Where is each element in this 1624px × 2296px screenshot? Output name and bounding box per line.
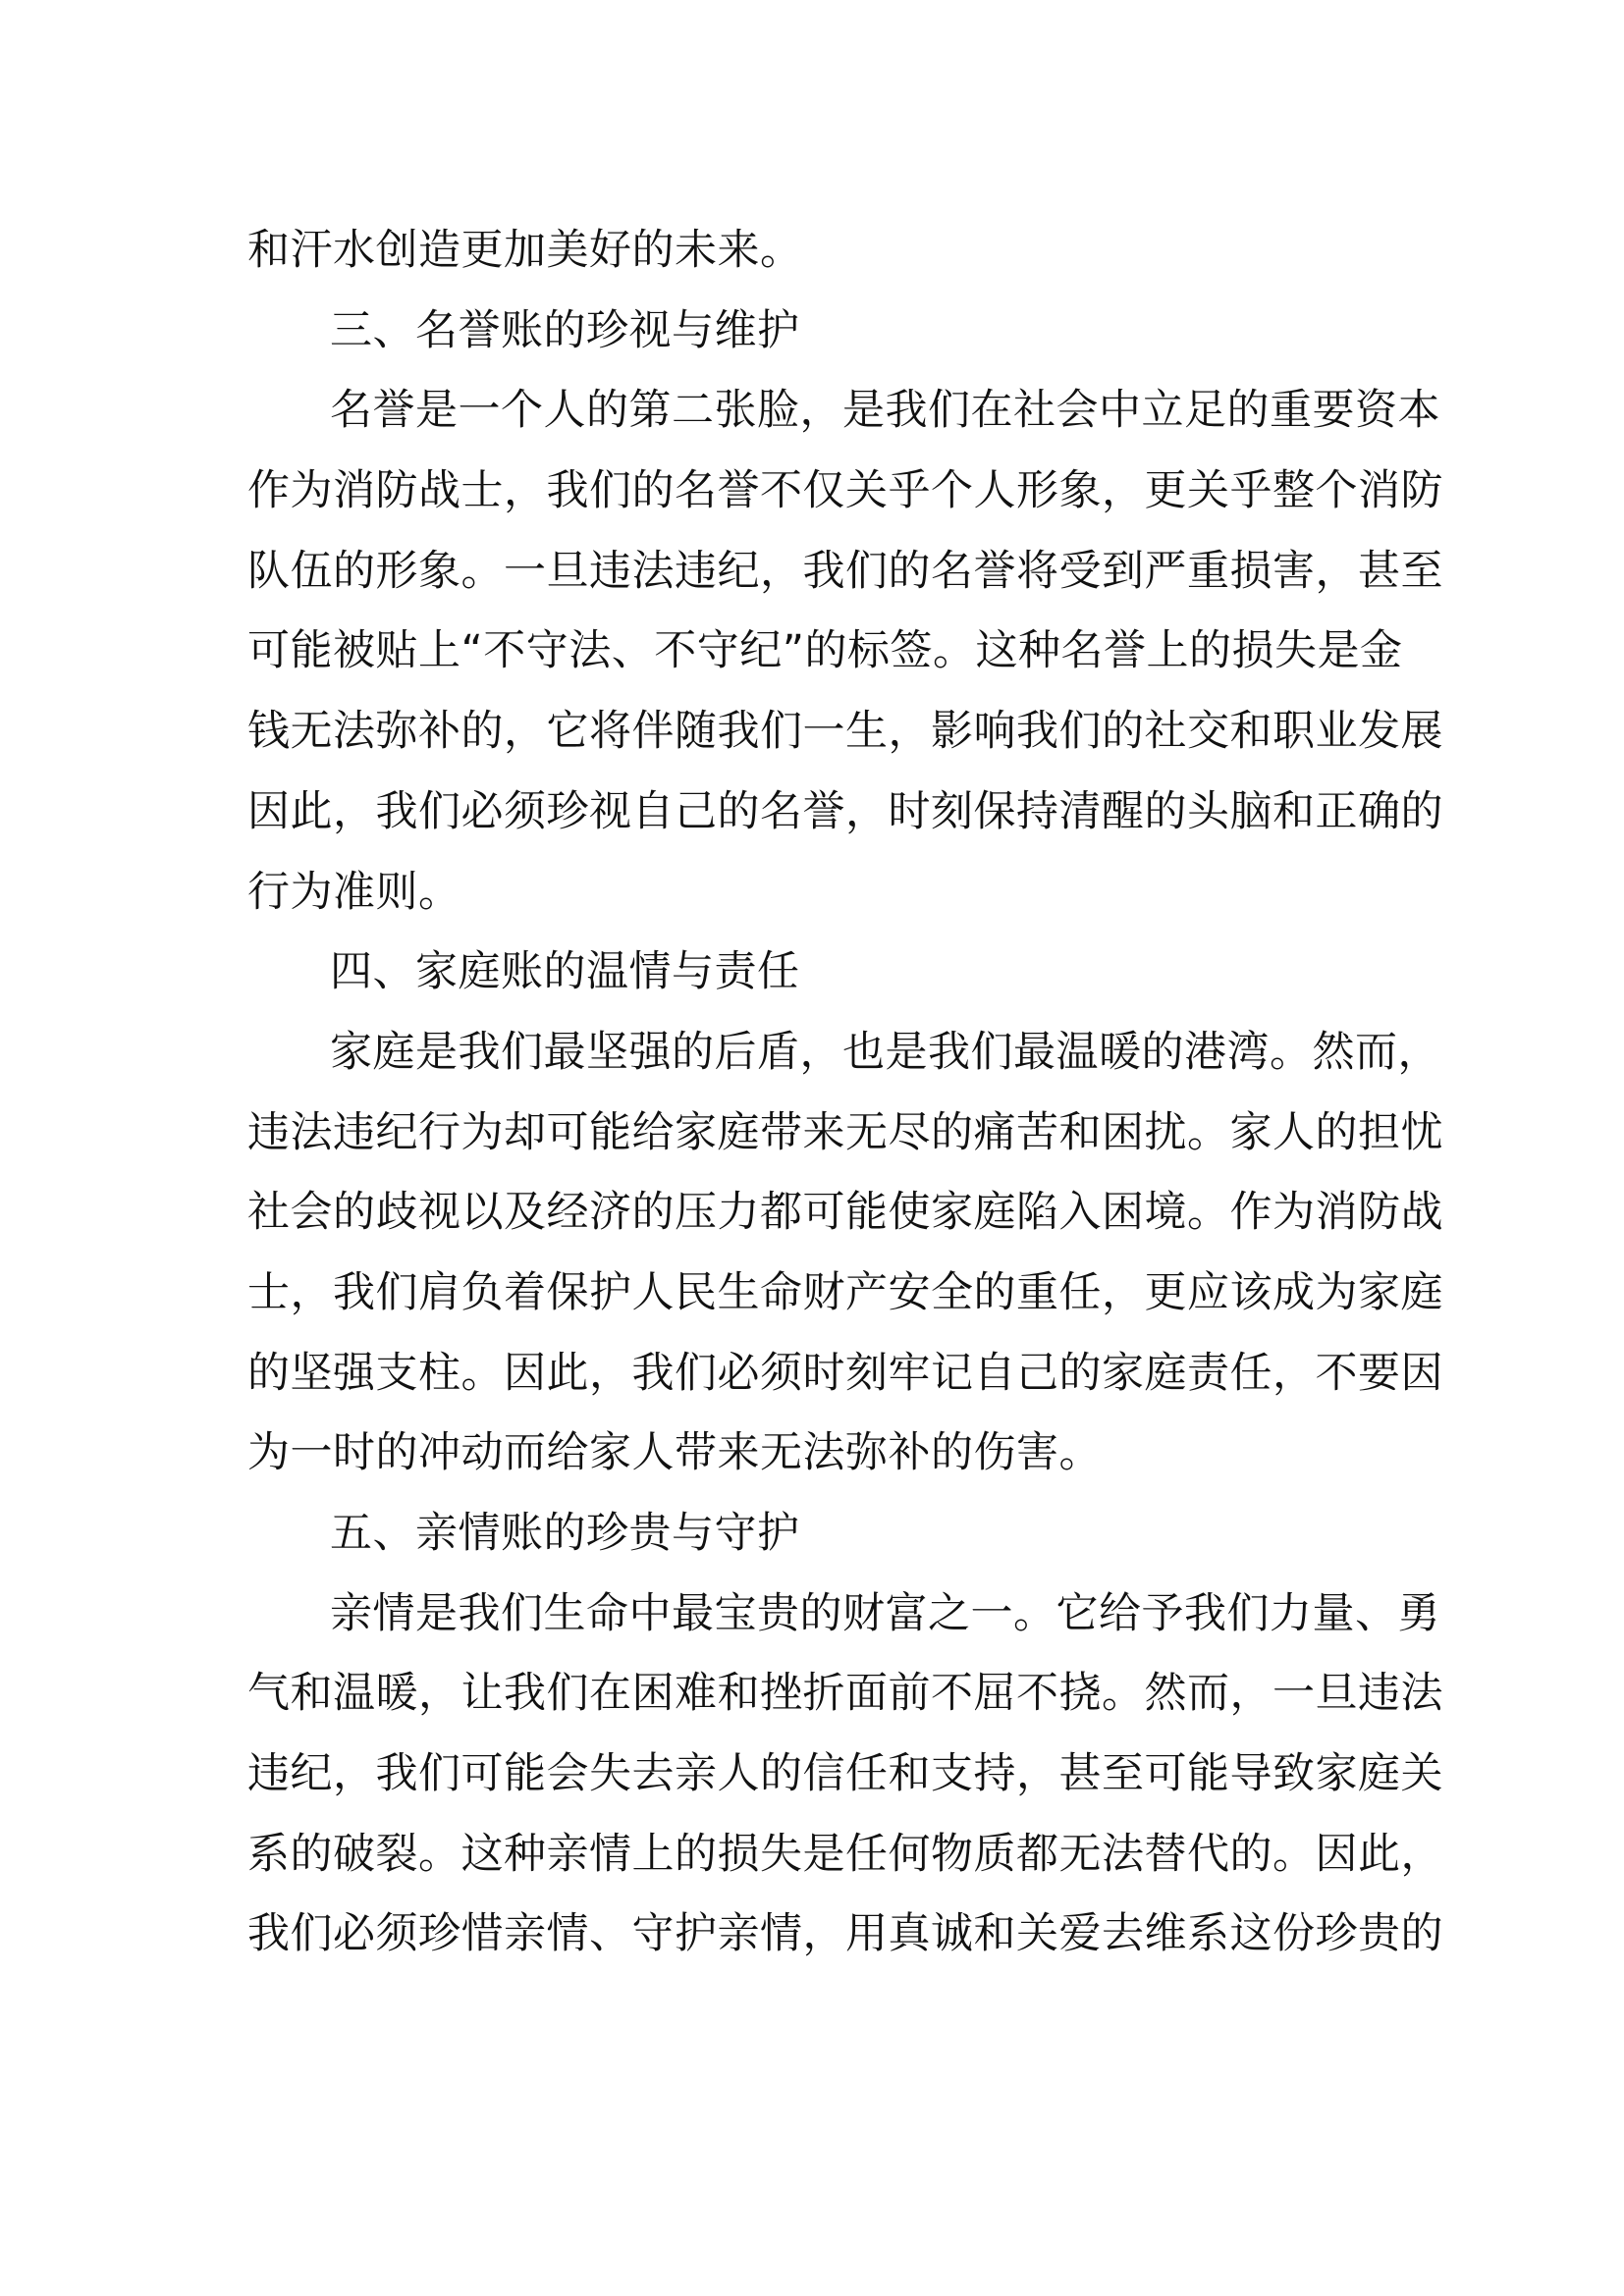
document-page (247, 211, 1443, 1975)
text-line: 气和温暖，让我们在困难和挫折面前不屈不挠。然而，一旦违法 (247, 1669, 1443, 1719)
text-line: 违法违纪行为却可能给家庭带来无尽的痛苦和困扰。家人的担忧 (247, 1107, 1443, 1157)
text-line: 行为准则。 (247, 867, 461, 917)
text-line: 亲情是我们生命中最宝贵的财富之一。它给予我们力量、勇 (330, 1588, 1440, 1638)
text-line: 我们必须珍惜亲情、守护亲情，用真诚和关爱去维系这份珍贵的 (247, 1909, 1443, 1959)
text-line: 违纪，我们可能会失去亲人的信任和支持，甚至可能导致家庭关 (247, 1749, 1443, 1799)
text-line: 为一时的冲动而给家人带来无法弥补的伤害。 (247, 1428, 1102, 1478)
text-line: 系的破裂。这种亲情上的损失是任何物质都无法替代的。因此， (247, 1829, 1443, 1879)
text-line: 钱无法弥补的，它将伴随我们一生，影响我们的社交和职业发展 (247, 707, 1443, 757)
text-line: 队伍的形象。一旦违法违纪，我们的名誉将受到严重损害，甚至 (247, 546, 1443, 596)
text-line: 士，我们肩负着保护人民生命财产安全的重任，更应该成为家庭 (247, 1267, 1443, 1317)
section-heading-kinship: 五、亲情账的珍贵与守护 (330, 1509, 800, 1558)
section-heading-reputation: 三、名誉账的珍视与维护 (330, 305, 800, 355)
text-line: 和汗水创造更加美好的未来。 (247, 226, 803, 275)
text-line: 可能被贴上“不守法、不守纪”的标签。这种名誉上的损失是金 (247, 626, 1403, 676)
text-line: 社会的歧视以及经济的压力都可能使家庭陷入困境。作为消防战 (247, 1188, 1443, 1238)
section-heading-family: 四、家庭账的温情与责任 (330, 947, 800, 997)
text-line: 家庭是我们最坚强的后盾，也是我们最温暖的港湾。然而， (330, 1027, 1440, 1077)
text-line: 的坚强支柱。因此，我们必须时刻牢记自己的家庭责任，不要因 (247, 1348, 1443, 1398)
text-line: 名誉是一个人的第二张脸，是我们在社会中立足的重要资本 (330, 386, 1440, 436)
text-line: 因此，我们必须珍视自己的名誉，时刻保持清醒的头脑和正确的 (247, 786, 1443, 836)
text-line: 作为消防战士，我们的名誉不仅关乎个人形象，更关乎整个消防 (247, 466, 1443, 516)
